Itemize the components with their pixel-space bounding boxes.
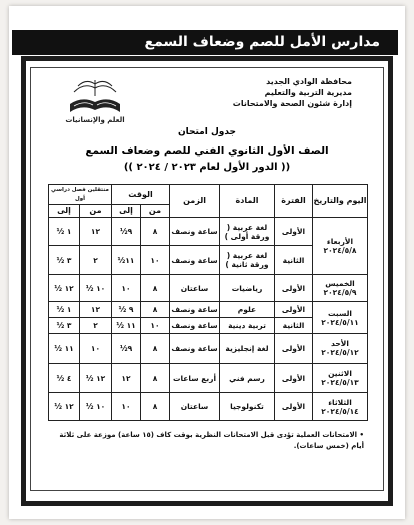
subject-cell: لغة عربية ( ورقة ثانية ) — [220, 246, 275, 275]
header-time: الوقت — [112, 185, 170, 205]
table-row — [49, 334, 368, 364]
subject-cell: رياضيات — [220, 274, 275, 302]
duration-cell: ساعة ونصف — [170, 246, 220, 275]
header-period: الفترة — [275, 185, 313, 218]
transfer-to-cell: ١٢ ½ — [49, 393, 80, 421]
to-cell: ١٠ — [112, 274, 141, 302]
practical-exams-note: • الامتحانات العملية تؤدى قبل الامتحانات النظرية بوقت كاف (١٥ ساعة) موزعة على ثلاثة أيام (خمس ساعات). — [59, 431, 364, 450]
transfer-to-cell: ٤ ½ — [49, 363, 80, 393]
header-transfer-to: إلى — [49, 205, 80, 218]
day-name: السبت — [327, 308, 353, 318]
subject-cell: تكنولوجيا — [220, 393, 275, 421]
logo-caption: العلم والإنسانيات — [65, 116, 125, 124]
duration-cell: ساعة ونصف — [170, 217, 220, 246]
table-row — [49, 393, 368, 421]
from-cell: ٨ — [141, 302, 170, 318]
transfer-to-cell: ١٢ ½ — [49, 274, 80, 302]
transfer-from-cell: ٢ — [80, 318, 112, 334]
duration-cell: أربع ساعات — [170, 363, 220, 393]
day-name: الخميس — [325, 279, 355, 289]
day-date: ٢٠٢٤/٥/١٤ — [321, 406, 359, 416]
from-cell: ٨ — [141, 334, 170, 364]
duration-cell: ساعة ونصف — [170, 302, 220, 318]
from-cell: ٨ — [141, 393, 170, 421]
day-date: ٢٠٢٤/٥/٩ — [323, 288, 357, 298]
grade-heading: الصف الأول الثانوي الفني للصم وضعاف السمع — [85, 145, 329, 157]
table-row — [49, 363, 368, 393]
header-from: من — [141, 205, 170, 218]
transfer-from-cell: ١٠ — [80, 334, 112, 364]
period-cell: الثانية — [275, 246, 313, 275]
to-cell: ١٠ — [112, 393, 141, 421]
table-row — [49, 302, 368, 318]
period-cell: الأولى — [275, 302, 313, 318]
period-cell: الأولى — [275, 334, 313, 364]
authority-line-1: محافظة الوادي الجديد — [266, 77, 352, 86]
from-cell: ١٠ — [141, 318, 170, 334]
school-banner: مدارس الأمل للصم وضعاف السمع — [12, 30, 398, 55]
header-transfer-from: من — [80, 205, 112, 218]
to-cell: ١١½ — [112, 246, 141, 275]
subject-cell: رسم فني — [220, 363, 275, 393]
transfer-to-cell: ١ ½ — [49, 302, 80, 318]
subject-cell: تربية دينية — [220, 318, 275, 334]
exam-schedule-table — [48, 184, 368, 421]
header-duration: الزمن — [170, 185, 220, 218]
day-date: ٢٠٢٤/٥/٨ — [323, 245, 357, 255]
duration-cell: ساعتان — [170, 274, 220, 302]
authority-line-3: إدارة شئون الصحة والامتحانات — [232, 99, 352, 108]
day-cell — [313, 334, 368, 364]
duration-cell: ساعة ونصف — [170, 334, 220, 364]
transfer-from-cell: ١٢ — [80, 302, 112, 318]
day-cell — [313, 393, 368, 421]
to-cell: ٩ ½ — [112, 302, 141, 318]
header-day: اليوم والتاريخ — [313, 185, 368, 218]
day-name: الثلاثاء — [328, 397, 352, 407]
transfer-to-cell: ٣ ½ — [49, 246, 80, 275]
day-cell — [313, 217, 368, 274]
day-cell — [313, 302, 368, 334]
day-date: ٢٠٢٤/٥/١١ — [321, 317, 359, 327]
transfer-from-cell: ٢ — [80, 246, 112, 275]
header-to: إلى — [112, 205, 141, 218]
subject-cell: علوم — [220, 302, 275, 318]
period-cell: الأولى — [275, 393, 313, 421]
to-cell: ٩½ — [112, 217, 141, 246]
day-name: الأحد — [331, 339, 349, 349]
transfer-to-cell: ١ ½ — [49, 217, 80, 246]
table-row — [49, 217, 368, 246]
transfer-to-cell: ٣ ½ — [49, 318, 80, 334]
from-cell: ٨ — [141, 217, 170, 246]
to-cell: ٩½ — [112, 334, 141, 364]
day-cell — [313, 363, 368, 393]
subject-cell: لغة عربية ( ورقة أولى ) — [220, 217, 275, 246]
transfer-from-cell: ١٢ — [80, 217, 112, 246]
period-cell: الأولى — [275, 363, 313, 393]
schedule-heading: جدول امتحان — [177, 127, 237, 137]
duration-cell: ساعة ونصف — [170, 318, 220, 334]
term-heading: (( الدور الأول لعام ٢٠٢٣ / ٢٠٢٤ )) — [123, 162, 291, 173]
transfer-from-cell: ١٠ ½ — [80, 274, 112, 302]
day-cell — [313, 274, 368, 302]
day-name: الأربعاء — [326, 236, 354, 246]
from-cell: ٨ — [141, 274, 170, 302]
transfer-from-cell: ١٢ ½ — [80, 363, 112, 393]
period-cell: الأولى — [275, 274, 313, 302]
to-cell: ١٢ — [112, 363, 141, 393]
subject-cell: لغة إنجليزية — [220, 334, 275, 364]
transfer-from-cell: ١٠ ½ — [80, 393, 112, 421]
header-subject: المادة — [220, 185, 275, 218]
table-row — [49, 274, 368, 302]
from-cell: ١٠ — [141, 246, 170, 275]
day-date: ٢٠٢٤/٥/١٣ — [321, 378, 359, 388]
issuing-authority — [233, 76, 352, 109]
day-name: الاثنين — [328, 369, 352, 379]
to-cell: ١١ ½ — [112, 318, 141, 334]
duration-cell: ساعتان — [170, 393, 220, 421]
period-cell: الأولى — [275, 217, 313, 246]
transfer-to-cell: ١١ ½ — [49, 334, 80, 364]
from-cell: ٨ — [141, 363, 170, 393]
period-cell: الثانية — [275, 318, 313, 334]
header-transfer: منتقلين فصل دراسي أول — [49, 185, 112, 205]
authority-line-2: مديرية التربية والتعليم — [264, 88, 352, 97]
day-date: ٢٠٢٤/٥/١٢ — [321, 348, 359, 358]
